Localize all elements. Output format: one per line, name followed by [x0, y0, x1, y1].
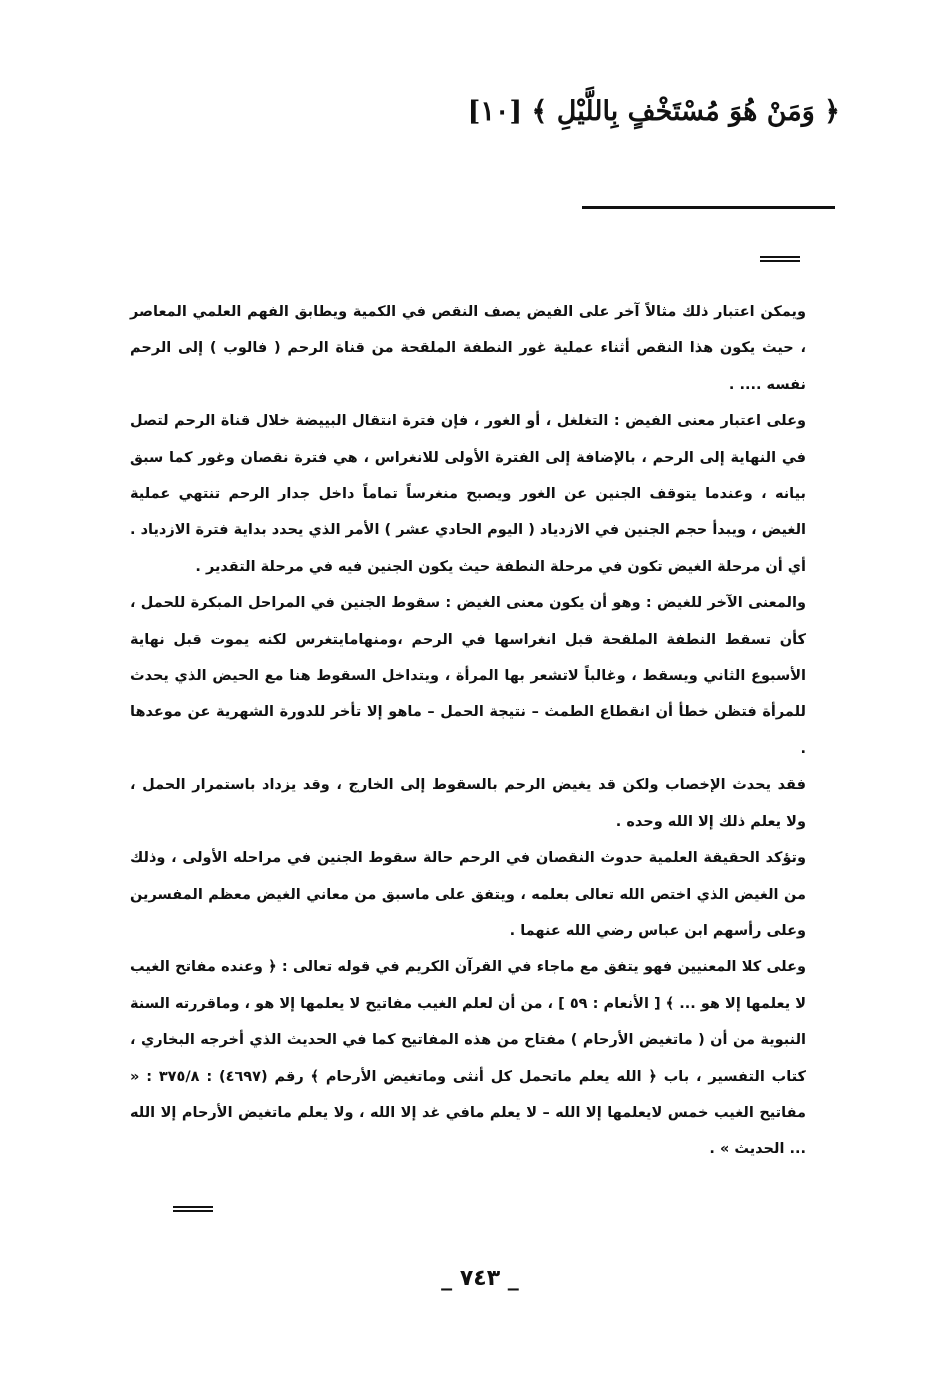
section-divider-top [760, 256, 800, 262]
body-text [130, 294, 806, 1168]
paragraph: وتؤكد الحقيقة العلمية حدوث النقصان في الرحم حالة سقوط الجنين في مراحله الأولى ، وذلك من الغيض الذي اختص الله تعالى بعلمه ، ويتفق على ماسبق من معاني الغيض معظم المفسرين وعلى رأسهم ابن عباس رضي الله عنهما . [130, 850, 806, 939]
header-rule [582, 206, 835, 209]
paragraph: وعلى اعتبار معنى الفيض : التغلغل ، أو الغور ، فإن فترة انتقال البييضة خلال قناة الرحم لتصل في النهاية إلى الرحم ، بالإضافة إلى الفترة الأولى للانغراس ، هي فترة نقصان وغور كما سبق بيانه ، وعندما يتوقف الجنين عن الغور ويصبح منغرساً تماماً داخل جدار الرحم تنتهي عملية الغيض ، ويبدأ حجم الجنين في الازدياد ( اليوم الحادي عشر ) الأمر الذي يحدد بداية فترة الازدياد . أي أن مرحلة الغيض تكون في مرحلة النطفة حيث يكون الجنين فيه في مرحلة التقدير . [130, 413, 806, 575]
header-verse: ﴿ وَمَنْ هُوَ مُسْتَخْفٍ بِاللَّيْلِ ﴾ [١٠] [467, 96, 840, 127]
paragraph: وعلى كلا المعنيين فهو يتفق مع ماجاء في القرآن الكريم في قوله تعالى : ﴿ وعنده مفاتح الغيب لا يعلمها إلا هو ... ﴾ [ الأنعام : ٥٩ ] ، من أن لعلم الغيب مفاتيح لا يعلمها إلا هو ، وماقررته السنة النبوية من أن ( ماتغيض الأرحام ) مفتاح من هذه المفاتيح كما في الحديث الذي أخرجه البخاري ، كتاب التفسير ، باب ﴿ الله يعلم ماتحمل كل أنثى وماتغيض الأرحام ﴾ رقم (٤٦٩٧) : ٣٧٥/٨ : « مفاتيح الغيب خمس لايعلمها إلا الله – لا يعلم مافي غد إلا الله ، ولا يعلم ماتغيض الأرحام إلا الله ... الحديث » . [130, 959, 807, 1158]
section-divider-bottom [173, 1206, 213, 1212]
paragraph: ويمكن اعتبار ذلك مثالاً آخر على الفيض يصف النقص في الكمية ويطابق الفهم العلمي المعاصر ، حيث يكون هذا النقص أثناء عملية غور النطفة الملقحة من قناة الرحم ( فالوب ) إلى الرحم نفسه .... . [130, 304, 806, 393]
paragraph: والمعنى الآخر للغيض : وهو أن يكون معنى الغيض : سقوط الجنين في المراحل المبكرة للحمل ، كأن تسقط النطفة الملقحة قبل انغراسها في الرحم ،ومنهامايتغرس لكنه يموت قبل نهاية الأسبوع الثاني ويسقط ، وغالباً لاتشعر بها المرأة ، ويتداخل السقوط هنا مع الحيض الذي يحدث للمرأة فتظن خطأ أن انقطاع الطمث – نتيجة الحمل – ماهو إلا تأخر للدورة الشهرية عن موعدها . [130, 595, 806, 757]
page-number: _ ٧٤٣ _ [441, 1266, 519, 1291]
paragraph: فقد يحدث الإخصاب ولكن قد يغيض الرحم بالسقوط إلى الخارج ، وقد يزداد باستمرار الحمل ، ولا يعلم ذلك إلا الله وحده . [130, 777, 806, 830]
